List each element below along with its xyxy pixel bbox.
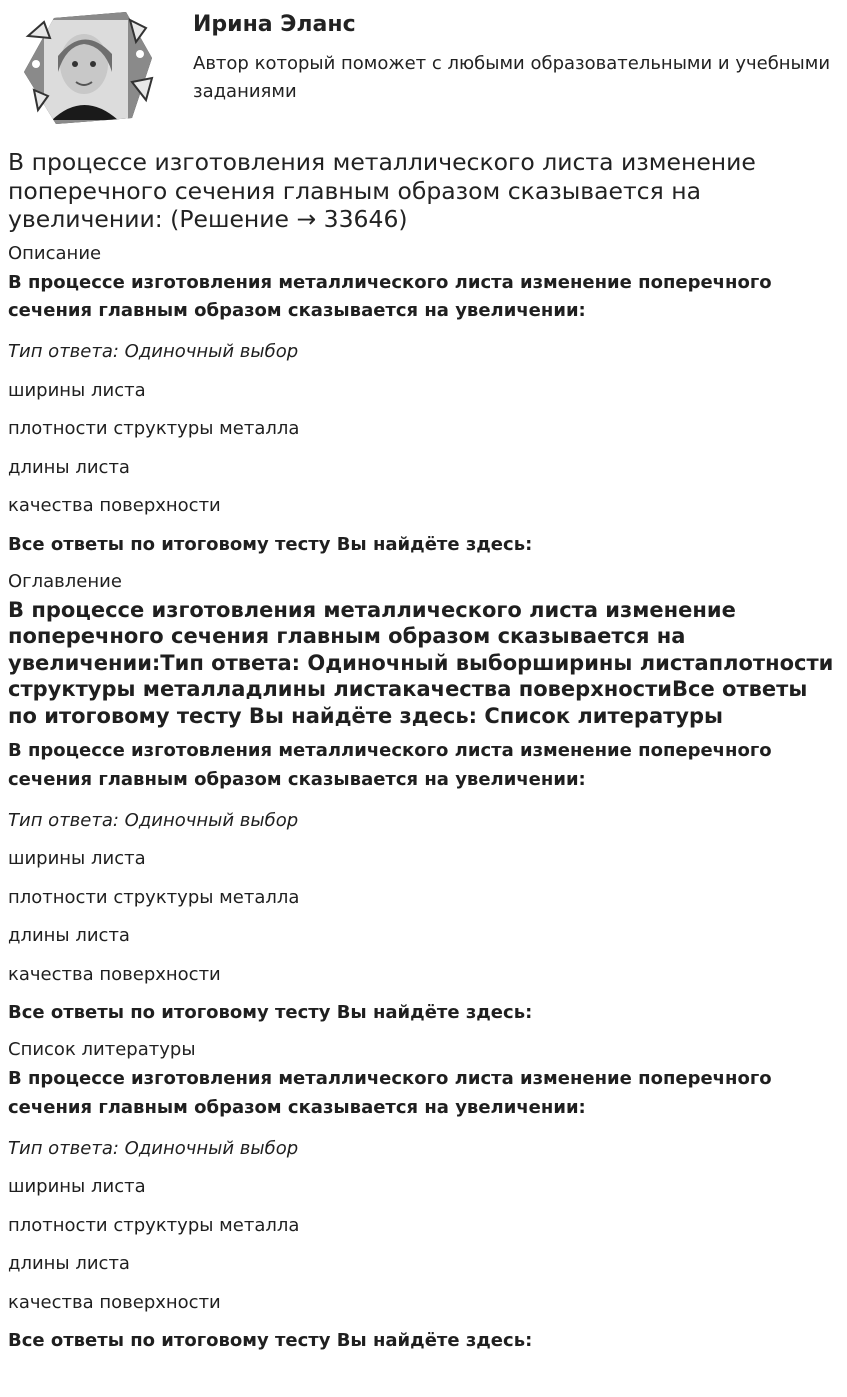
answers-link-text: Все ответы по итоговому тесту Вы найдёте здесь: bbox=[8, 1002, 533, 1023]
option-item: ширины листа bbox=[8, 848, 146, 869]
question-text: В процессе изготовления металлического листа изменение поперечного сечения главным образом сказывается на увеличении: bbox=[8, 1068, 772, 1118]
answer-type: Тип ответа: Одиночный выбор bbox=[8, 341, 299, 362]
option-item: длины листа bbox=[8, 456, 130, 478]
section-label-literature: Список литературы bbox=[8, 1039, 196, 1060]
option-item: качества поверхности bbox=[8, 963, 221, 985]
option-item: ширины листа bbox=[8, 1176, 146, 1197]
option-item: длины листа bbox=[8, 1253, 130, 1274]
toc-summary: В процессе изготовления металлического листа изменение поперечного сечения главным образом сказывается на увеличении:Тип ответа: Одиночный выборширины листаплотности структуры металладлины листакачества поверхностиВсе ответы по итоговому тесту Вы найдёте здесь: Список литературы bbox=[8, 597, 834, 728]
option-item: качества поверхности bbox=[8, 495, 221, 516]
answers-link-text: Все ответы по итоговому тесту Вы найдёте здесь: bbox=[8, 533, 533, 555]
option-item: качества поверхности bbox=[8, 1291, 221, 1313]
question-text: В процессе изготовления металлического листа изменение поперечного сечения главным образом сказывается на увеличении: bbox=[8, 740, 772, 790]
option-item: плотности структуры металла bbox=[8, 418, 300, 439]
option-item: плотности структуры металла bbox=[8, 1214, 300, 1236]
author-avatar bbox=[14, 6, 160, 128]
author-description: Автор который поможет с любыми образовательными и учебными заданиями bbox=[193, 53, 831, 102]
answer-type: Тип ответа: Одиночный выбор bbox=[8, 1137, 299, 1159]
section-label-description: Описание bbox=[8, 242, 102, 264]
option-item: плотности структуры металла bbox=[8, 886, 300, 908]
toc-section bbox=[8, 570, 839, 1026]
answer-type: Тип ответа: Одиночный выбор bbox=[8, 809, 299, 831]
option-item: длины листа bbox=[8, 925, 130, 946]
page-title: В процессе изготовления металлического листа изменение поперечного сечения главным образом сказывается на увеличении: (Решение → 33646) bbox=[8, 148, 756, 233]
description-section bbox=[8, 242, 839, 557]
author-name: Ирина Эланс bbox=[193, 12, 356, 37]
option-item: ширины листа bbox=[8, 379, 146, 401]
question-text: В процессе изготовления металлического листа изменение поперечного сечения главным образом сказывается на увеличении: bbox=[8, 271, 772, 321]
literature-section bbox=[8, 1038, 839, 1353]
author-block bbox=[8, 0, 839, 130]
section-label-toc: Оглавление bbox=[8, 570, 122, 592]
answers-link-text: Все ответы по итоговому тесту Вы найдёте здесь: bbox=[8, 1330, 533, 1351]
